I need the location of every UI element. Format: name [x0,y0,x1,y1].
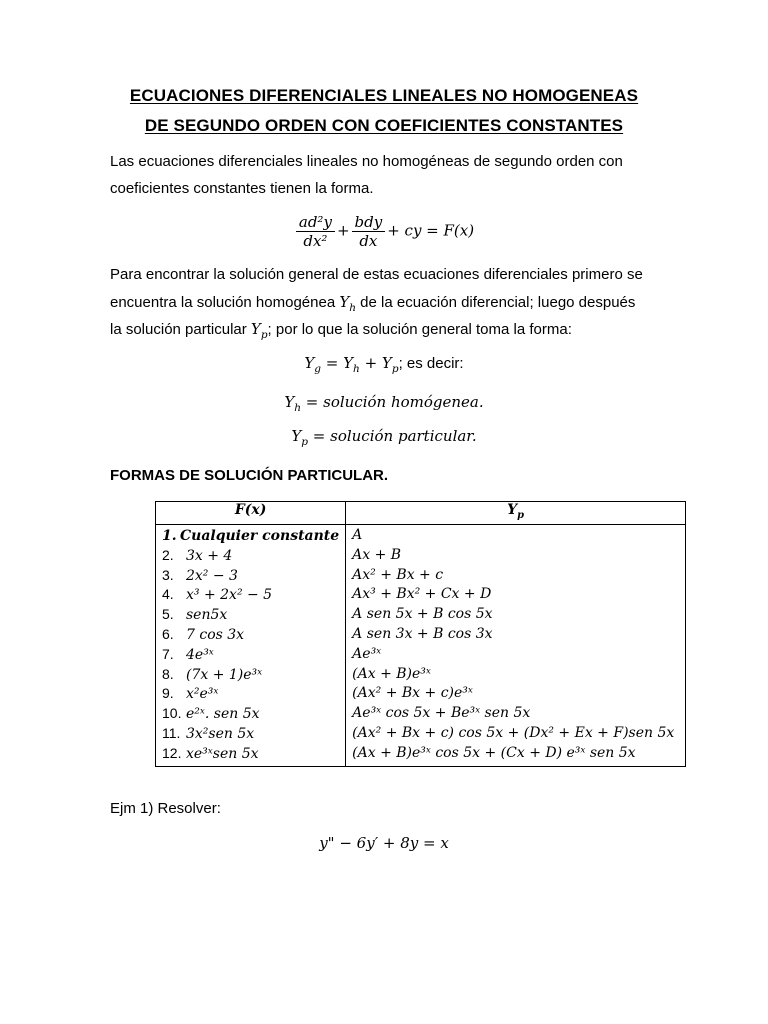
table-row-f [162,645,339,665]
row-number: 3. [162,566,174,583]
subscript: h [294,402,302,414]
f-expression: x³ + 2x² − 5 [186,587,273,604]
f-expression: 7 cos 3x [186,626,245,643]
f-expression: 3x²sen 5x [186,725,255,742]
text-fragment: la solución particular [110,321,251,338]
table-row-f [162,684,339,704]
table-row-yp: Ae³ˣ [352,645,382,662]
table-row-yp: Ax² + Bx + c [352,566,444,583]
table-row-f [162,585,339,605]
subscript: p [301,436,309,448]
definition-text: = solución particular. [308,427,477,445]
intro-line-1: Las ecuaciones diferenciales lineales no homogéneas de segundo orden con [110,153,623,170]
table-row-yp: A sen 3x + B cos 3x [352,625,493,642]
symbol: Y [250,320,261,338]
f-expression: 4e³ˣ [186,646,214,663]
para2-line-3 [110,316,658,344]
table-body-row [156,525,686,767]
row-number: 9. [162,685,174,702]
table-row-f [162,605,339,625]
yp-symbol [381,354,399,375]
symbol: Y [284,393,295,411]
yp-column-cell [346,525,686,767]
equation-remainder: + cy = F(x) [387,221,475,240]
table-row-f [162,566,339,586]
text-fragment: encuentra la solución homogénea [110,293,340,311]
row-number: 8. [162,665,174,682]
table-row-yp: Ax³ + Bx² + Cx + D [352,586,492,603]
symbol: Y [381,354,392,372]
plus-sign: + [336,221,350,240]
homogeneous-solution-definition [0,393,768,414]
table-row-f [162,724,339,744]
text-fragment: ; por lo que la solución general toma la forma: [267,321,572,338]
fraction-denominator: dx² [303,232,328,250]
f-expression: (7x + 1)e³ˣ [186,666,263,683]
table-row-yp: (Ax² + Bx + c) cos 5x + (Dx² + Ex + F)sen 5x [352,724,675,741]
fraction-numerator: bdy [352,214,386,232]
row-number: 7. [162,645,174,662]
particular-solution-definition [0,427,768,448]
symbol: Y [343,354,354,372]
row-number: 1. [162,528,177,544]
intro-line-2: coeficientes constantes tienen la forma. [110,179,374,197]
table-row-yp: (Ax + B)e³ˣ [352,665,431,682]
yp-symbol [250,320,268,341]
fraction-second-derivative [296,214,335,249]
document-title-line-1: ECUACIONES DIFERENCIALES LINEALES NO HOMOGENEAS [129,86,639,105]
table-row-yp: A sen 5x + B cos 5x [352,606,493,623]
section-heading: FORMAS DE SOLUCIÓN PARTICULAR. [110,467,389,484]
example-label: Ejm 1) Resolver: [110,800,221,817]
example-equation: y" − 6y′ + 8y = x [319,834,449,852]
general-solution-formula [0,354,768,375]
subscript: p [517,509,525,521]
row-number: 2. [162,546,174,563]
yh-symbol [339,292,357,314]
intro-paragraph [110,149,658,202]
symbol: Y [507,502,518,518]
subscript: h [353,363,360,375]
table-row-f [162,665,339,685]
table-row-yp: (Ax² + Bx + c)e³ˣ [352,685,473,702]
f-expression: 3x + 4 [186,547,233,564]
table-row-yp: (Ax + B)e³ˣ cos 5x + (Cx + D) e³ˣ sen 5x [352,744,636,761]
subscript: p [260,329,268,341]
column-header-f: F(x) [156,502,346,525]
column-header-yp [346,502,686,525]
yg-symbol [304,354,322,375]
table-row-f [162,546,339,566]
para2-line-2 [110,289,658,317]
general-form-equation [0,214,768,249]
text-fragment: de la ecuación diferencial; luego después [356,293,636,311]
symbol: Y [339,292,350,311]
f-expression: sen5x [186,607,228,624]
plus-sign: + [359,354,382,372]
table-row-yp: Ae³ˣ cos 5x + Be³ˣ sen 5x [352,705,531,722]
row-number: 6. [162,625,174,642]
f-expression: e²ˣ. sen 5x [186,706,260,723]
document-title-line-2: DE SEGUNDO ORDEN CON COEFICIENTES CONSTANTES [144,116,624,135]
yh-symbol [343,354,360,375]
row-number: 11. [162,724,181,741]
table-row-yp: Ax + B [352,546,402,563]
row-number: 10. [162,705,182,722]
fraction-numerator: ad²y [296,214,335,232]
fraction-denominator: dx [359,232,378,250]
para2-line-1: Para encontrar la solución general de estas ecuaciones diferenciales primero se [110,266,643,283]
row-number: 12. [162,744,182,761]
table-row-f [162,625,339,645]
solution-method-paragraph [110,262,658,344]
table-header-row [156,502,686,525]
particular-solution-forms-table [155,501,686,767]
table-row-f [162,526,339,546]
f-expression: Cualquier constante [180,528,340,544]
subscript: g [314,363,322,375]
definition-text: = solución homógenea. [301,393,484,411]
row-number: 4. [162,586,174,603]
f-column-cell [156,525,346,767]
row-number: 5. [162,606,174,623]
f-expression: 2x² − 3 [186,567,238,584]
symbol: Y [304,354,315,372]
symbol: Y [291,427,302,445]
es-decir-text: ; es decir: [398,355,464,372]
table-row-f [162,744,339,764]
fraction-first-derivative [352,214,386,249]
table-row-yp: A [352,527,363,543]
equals-sign: = [321,354,344,372]
table-row-f [162,704,339,724]
f-expression: x²e³ˣ [186,686,219,703]
subscript: h [349,301,357,314]
subscript: p [391,363,399,375]
f-expression: xe³ˣsen 5x [186,745,259,762]
